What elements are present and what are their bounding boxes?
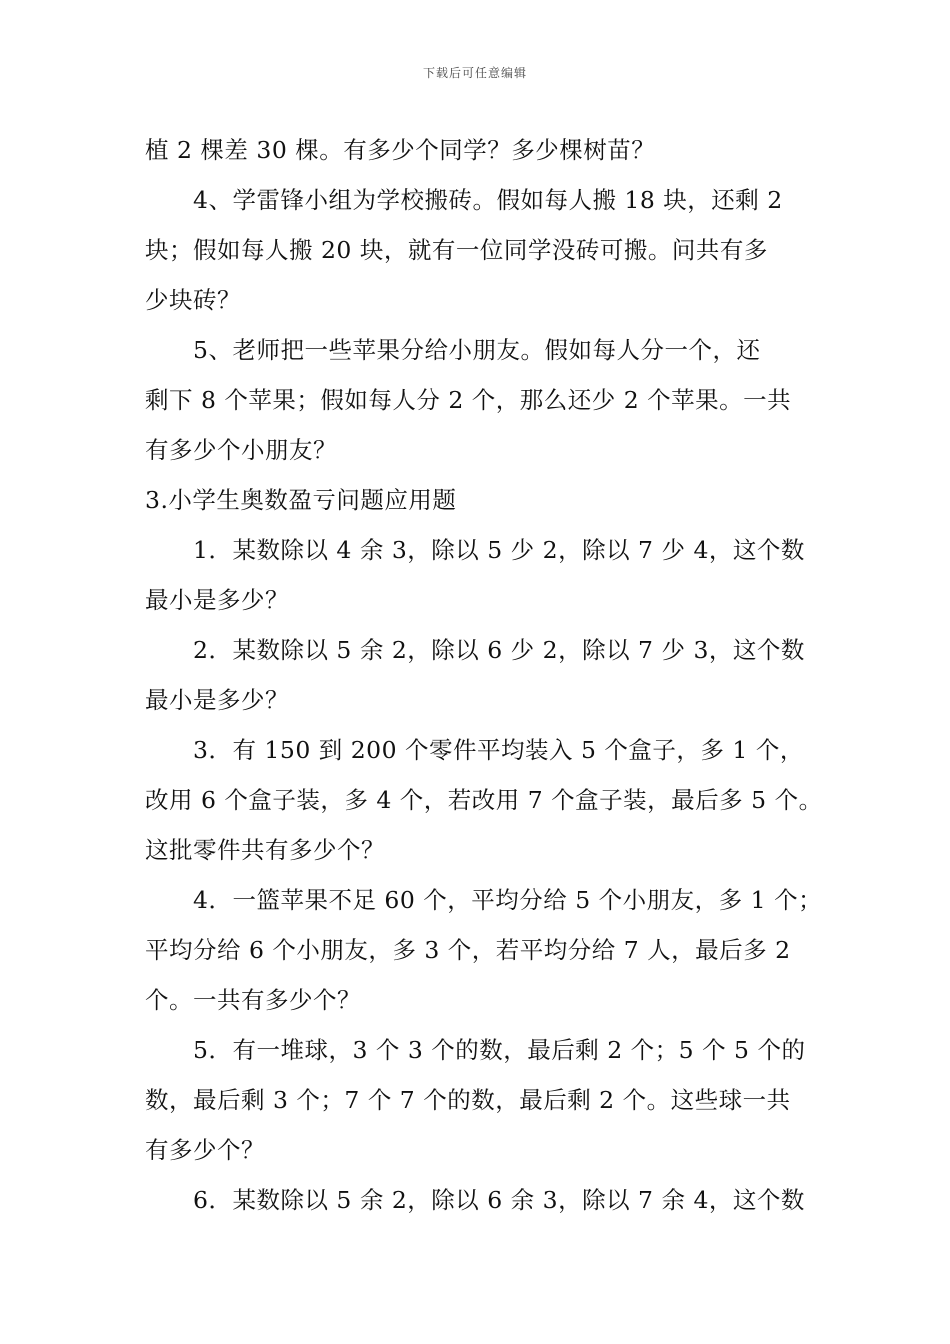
- text-line: 改用 6 个盒子装，多 4 个，若改用 7 个盒子装，最后多 5 个。: [145, 786, 823, 814]
- text-line: 植 2 棵差 30 棵。有多少个同学？多少棵树苗？: [145, 136, 656, 164]
- text-line: 有多少个？: [145, 1136, 265, 1164]
- problem-4b-line: 4．一篮苹果不足 60 个，平均分给 5 个小朋友，多 1 个；: [193, 886, 823, 914]
- text-line: 剩下 8 个苹果；假如每人分 2 个，那么还少 2 个苹果。一共: [145, 386, 792, 414]
- problem-1-line: 1．某数除以 4 余 3，除以 5 少 2，除以 7 少 4，这个数: [193, 536, 805, 564]
- text-line: 块；假如每人搬 20 块，就有一位同学没砖可搬。问共有多: [145, 236, 768, 264]
- problem-5-line: 5、老师把一些苹果分给小朋友。假如每人分一个，还: [193, 336, 761, 364]
- text-line: 最小是多少？: [145, 586, 289, 614]
- problem-5b-line: 5．有一堆球，3 个 3 个的数，最后剩 2 个；5 个 5 个的: [193, 1036, 806, 1064]
- text-line: 平均分给 6 个小朋友，多 3 个，若平均分给 7 人，最后多 2: [145, 936, 791, 964]
- section-heading: 3.小学生奥数盈亏问题应用题: [145, 486, 457, 514]
- text-line: 数，最后剩 3 个；7 个 7 个的数，最后剩 2 个。这些球一共: [145, 1086, 791, 1114]
- text-line: 少块砖？: [145, 286, 241, 314]
- text-line: 个。一共有多少个？: [145, 986, 361, 1014]
- problem-2-line: 2．某数除以 5 余 2，除以 6 少 2，除以 7 少 3，这个数: [193, 636, 805, 664]
- problem-6-line: 6．某数除以 5 余 2，除以 6 余 3，除以 7 余 4，这个数: [193, 1186, 805, 1214]
- text-line: 最小是多少？: [145, 686, 289, 714]
- problem-3-line: 3．有 150 到 200 个零件平均装入 5 个盒子，多 1 个，: [193, 736, 804, 764]
- document-body: [145, 125, 823, 1225]
- page-header: 下载后可任意编辑: [422, 66, 527, 80]
- problem-4-line: 4、学雷锋小组为学校搬砖。假如每人搬 18 块，还剩 2: [193, 186, 783, 214]
- text-line: 这批零件共有多少个？: [145, 836, 385, 864]
- text-line: 有多少个小朋友？: [145, 436, 337, 464]
